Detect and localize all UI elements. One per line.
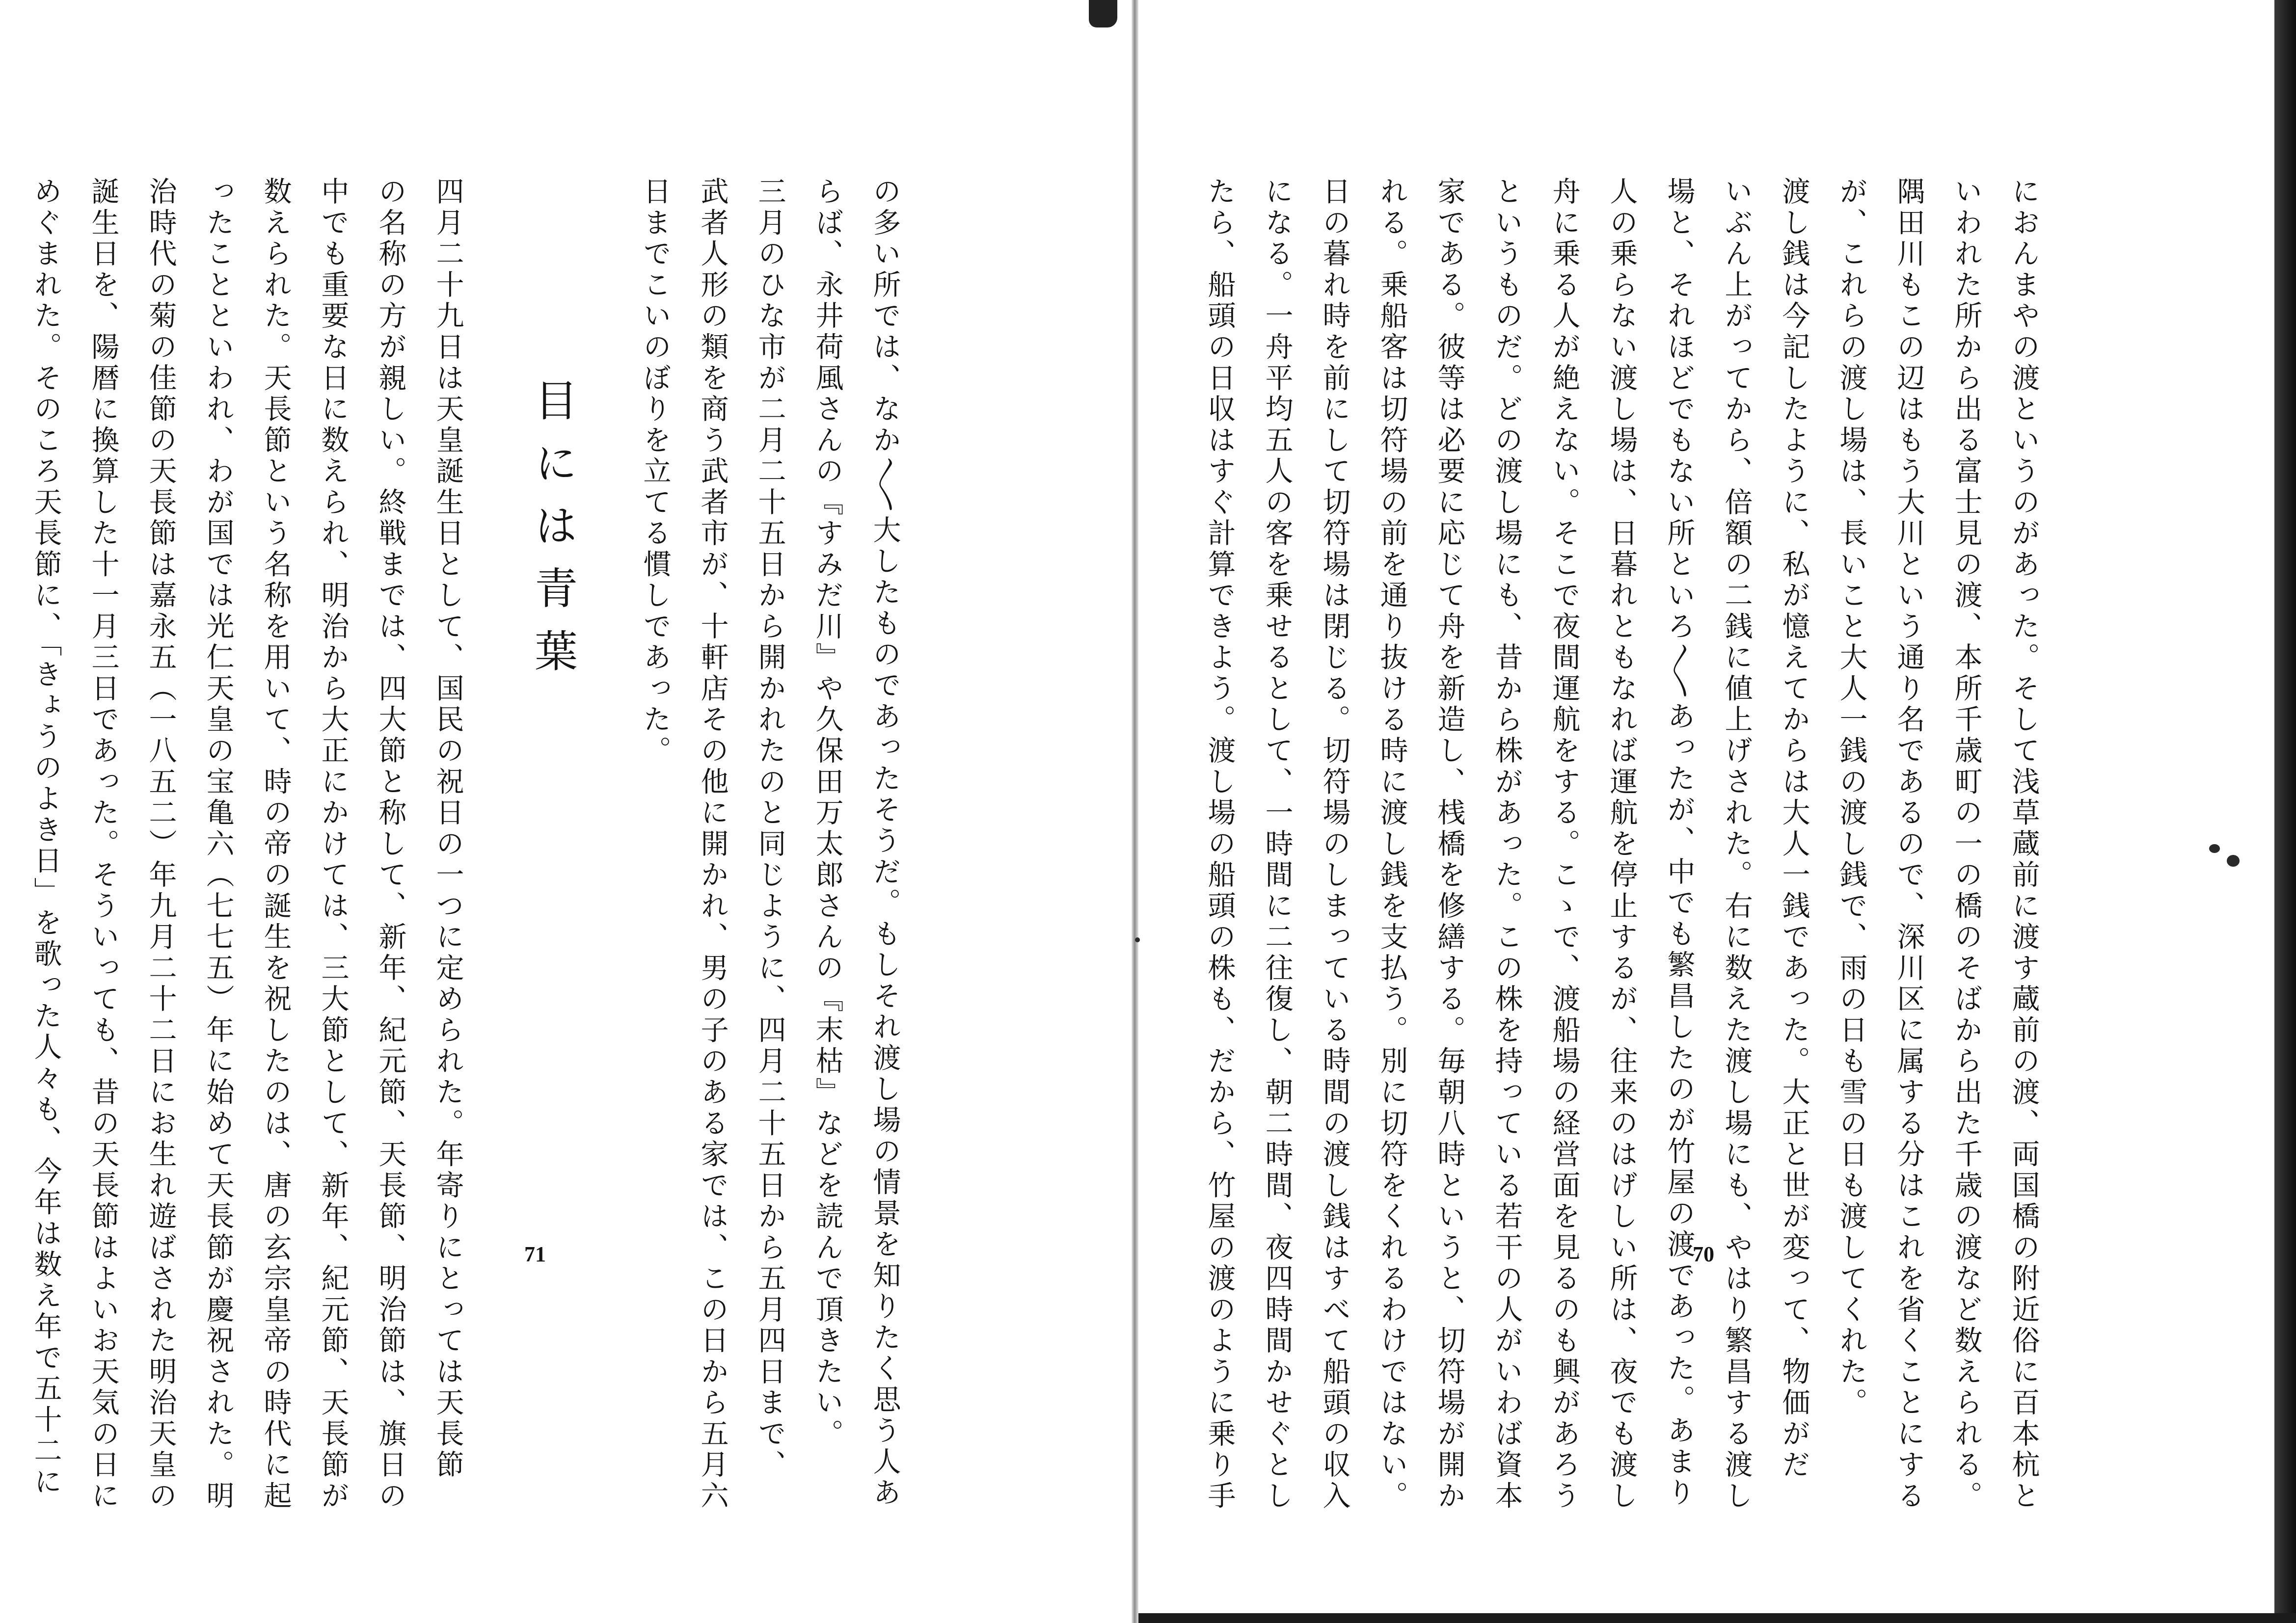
- ink-speck: [2227, 855, 2240, 867]
- text-line: 場と、それほどでもない所といろ〳〵あったが、中でも繁昌したのが竹屋の渡であった。あまり: [1663, 177, 1695, 1509]
- right-page: [1203, 177, 2040, 1512]
- text-line: になる。一舟平均五人の客を乗せるとして、一時間に二往復し、朝二時間、夜四時間かせぐとし: [1261, 177, 1293, 1512]
- ink-speck: [2209, 844, 2220, 853]
- page-edge-shadow: [2274, 0, 2296, 1623]
- binding-mark: [1089, 0, 1117, 27]
- text-line: らば、永井荷風さんの『すみだ川』や久保田万太郎さんの『末枯』などを読んで頂きたい。: [811, 177, 843, 1450]
- book-gutter: [1132, 0, 1138, 1623]
- text-line: 渡し銭は今記したように、私が憶えてからは大人一銭であった。大正と世が変って、物価がだ: [1778, 177, 1810, 1481]
- left-page: [29, 177, 901, 1512]
- text-line: 隅田川もこの辺はもう大川という通り名であるので、深川区に属する分はこれを省くことにする: [1892, 177, 1925, 1512]
- text-line: いわれた所から出る富士見の渡、本所千歳町の一の橋のそばから出た千歳の渡など数えられる。: [1950, 177, 1982, 1512]
- page-number: 71: [524, 1242, 546, 1266]
- text-line: の名称の方が親しい。終戦までは、四大節と称して、新年、紀元節、天長節、明治節は、旗日の: [374, 177, 406, 1512]
- page-bottom-edge: [1138, 1613, 2296, 1623]
- text-line: 四月二十九日は天皇誕生日として、国民の祝日の一つに定められた。年寄りにとっては天長節: [432, 177, 464, 1481]
- text-line: というものだ。どの渡し場にも、昔から株があった。この株を持っている若干の人がいわば資本: [1490, 177, 1523, 1512]
- section-heading: 目には青葉: [528, 378, 578, 691]
- text-line: の多い所では、なか〳〵大したものであったそうだ。もしそれ渡し場の情景を知りたく思う人あ: [868, 177, 901, 1509]
- text-line: 数えられた。天長節という名称を用いて、時の帝の誕生を祝したのは、唐の玄宗皇帝の時代に起: [259, 177, 292, 1512]
- text-line: 家である。彼等は必要に応じて舟を新造し、桟橋を修繕する。毎朝八時というと、切符場が開か: [1433, 177, 1465, 1512]
- text-line: 誕生日を、陽暦に換算した十一月三日であった。そういっても、昔の天長節はよいお天気の日に: [87, 177, 119, 1512]
- page-number: 70: [1693, 1242, 1714, 1266]
- right-page-text: [1176, 177, 2040, 1512]
- text-line: たら、船頭の日収はすぐ計算できよう。渡し場の船頭の株も、だから、竹屋の渡のように乗り手: [1203, 177, 1236, 1512]
- text-line: 中でも重要な日に数えられ、明治から大正にかけては、三大節として、新年、紀元節、天長節が: [317, 177, 349, 1512]
- text-line: が、これらの渡し場は、長いこと大人一銭の渡し銭で、雨の日も雪の日も渡してくれた。: [1835, 177, 1867, 1419]
- text-line: れる。乗船客は切符場の前を通り抜ける時に渡し銭を支払う。別に切符をくれるわけではない。: [1376, 177, 1408, 1512]
- left-page-text: [2, 177, 901, 1512]
- text-line: ったことといわれ、わが国では光仁天皇の宝亀六（七七五）年に始めて天長節が慶祝された。明: [202, 177, 234, 1512]
- text-line: 三月のひな市が二月二十五日から開かれたのと同じように、四月二十五日から五月四日まで、: [754, 177, 786, 1481]
- text-line: 舟に乗る人が絶えない。そこで夜間運航をする。こゝで、渡船場の経営面を見るのも興があろう: [1548, 177, 1580, 1512]
- text-line: 人の乗らない渡し場は、日暮れともなれば運航を停止するが、往来のはげしい所は、夜でも渡し: [1605, 177, 1638, 1512]
- text-line: 武者人形の類を商う武者市が、十軒店その他に開かれ、男の子のある家では、この日から五月六: [696, 177, 729, 1512]
- text-line: におんまやの渡というのがあった。そして浅草蔵前に渡す蔵前の渡、両国橋の附近俗に百本杭と: [2007, 177, 2040, 1512]
- text-line: 治時代の菊の佳節の天長節は嘉永五（一八五二）年九月二十二日にお生れ遊ばされた明治天皇の: [144, 177, 177, 1512]
- ink-speck: [1135, 937, 1140, 942]
- text-line: 日までこいのぼりを立てる慣しであった。: [639, 177, 671, 767]
- text-line: めぐまれた。そのころ天長節に、「きょうのよき日」を歌った人々も、今年は数え年で五十二に: [29, 177, 62, 1498]
- text-line: 日の暮れ時を前にして切符場は閉じる。切符場のしまっている時間の渡し銭はすべて船頭の収入: [1318, 177, 1351, 1512]
- text-line: いぶん上がってから、倍額の二銭に値上げされた。右に数えた渡し場にも、やはり繁昌する渡し: [1720, 177, 1753, 1512]
